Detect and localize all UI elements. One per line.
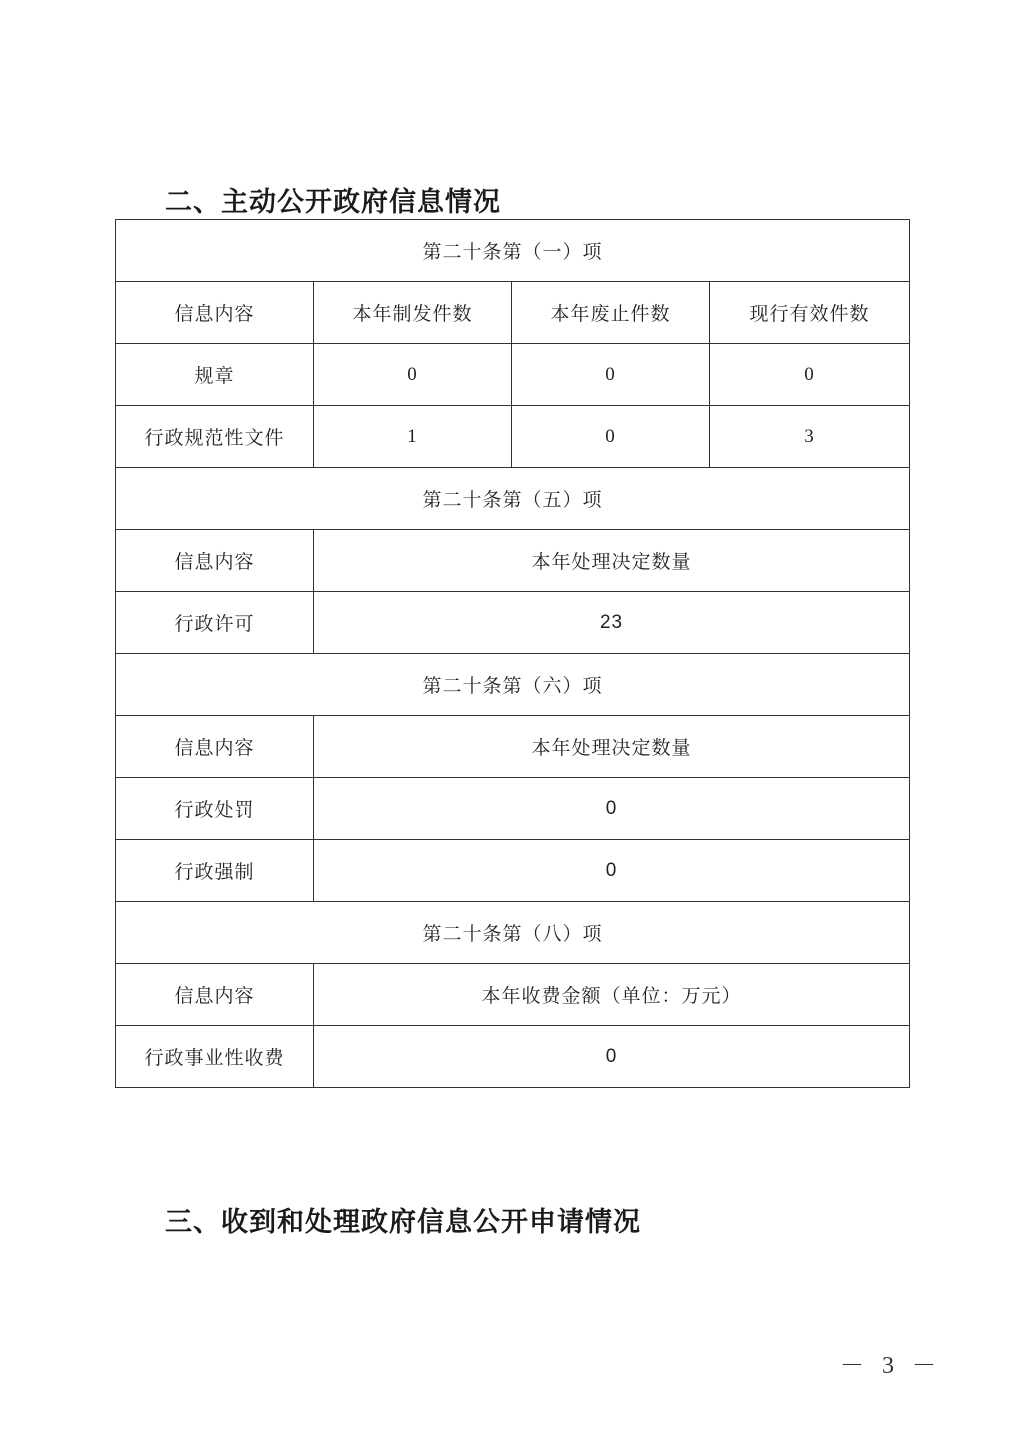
header-cell: 现行有效件数: [710, 282, 910, 344]
header-cell: 本年废止件数: [512, 282, 710, 344]
table-cell: 1: [314, 406, 512, 468]
table-cell: 0: [512, 406, 710, 468]
proactive-disclosure-table: [115, 219, 910, 1088]
section-heading-2: 二、主动公开政府信息情况: [165, 187, 501, 218]
header-cell: 本年处理决定数量: [314, 530, 910, 592]
table-header-row: [116, 964, 910, 1026]
row-label: 行政处罚: [116, 778, 314, 840]
table-row: [116, 840, 910, 902]
header-cell: 信息内容: [116, 282, 314, 344]
section-title: 第二十条第（五）项: [116, 468, 910, 530]
table-row: [116, 406, 910, 468]
section-title: 第二十条第（八）项: [116, 902, 910, 964]
header-cell: 信息内容: [116, 530, 314, 592]
header-cell: 本年收费金额（单位：万元）: [314, 964, 910, 1026]
table-header-row: [116, 530, 910, 592]
table-cell: 0: [314, 840, 910, 902]
header-cell: 本年制发件数: [314, 282, 512, 344]
header-cell: 信息内容: [116, 716, 314, 778]
table-row: [116, 344, 910, 406]
table-cell: 0: [512, 344, 710, 406]
table-cell: 0: [314, 344, 512, 406]
row-label: 规章: [116, 344, 314, 406]
row-label: 行政规范性文件: [116, 406, 314, 468]
table-cell: 0: [314, 1026, 910, 1088]
table-section-title-row: [116, 468, 910, 530]
section-heading-3: 三、收到和处理政府信息公开申请情况: [165, 1207, 641, 1238]
table-cell: 3: [710, 406, 910, 468]
table-row: [116, 1026, 910, 1088]
table-cell: 0: [710, 344, 910, 406]
table-section-title-row: [116, 220, 910, 282]
table-header-row: [116, 282, 910, 344]
row-label: 行政事业性收费: [116, 1026, 314, 1088]
table-row: [116, 592, 910, 654]
section-title: 第二十条第（六）项: [116, 654, 910, 716]
header-cell: 本年处理决定数量: [314, 716, 910, 778]
table-row: [116, 778, 910, 840]
page-number: － 3 －: [840, 1353, 942, 1379]
table-cell: 0: [314, 778, 910, 840]
header-cell: 信息内容: [116, 964, 314, 1026]
table-section-title-row: [116, 902, 910, 964]
table-cell: 23: [314, 592, 910, 654]
row-label: 行政许可: [116, 592, 314, 654]
row-label: 行政强制: [116, 840, 314, 902]
table-section-title-row: [116, 654, 910, 716]
section-title: 第二十条第（一）项: [116, 220, 910, 282]
table-header-row: [116, 716, 910, 778]
